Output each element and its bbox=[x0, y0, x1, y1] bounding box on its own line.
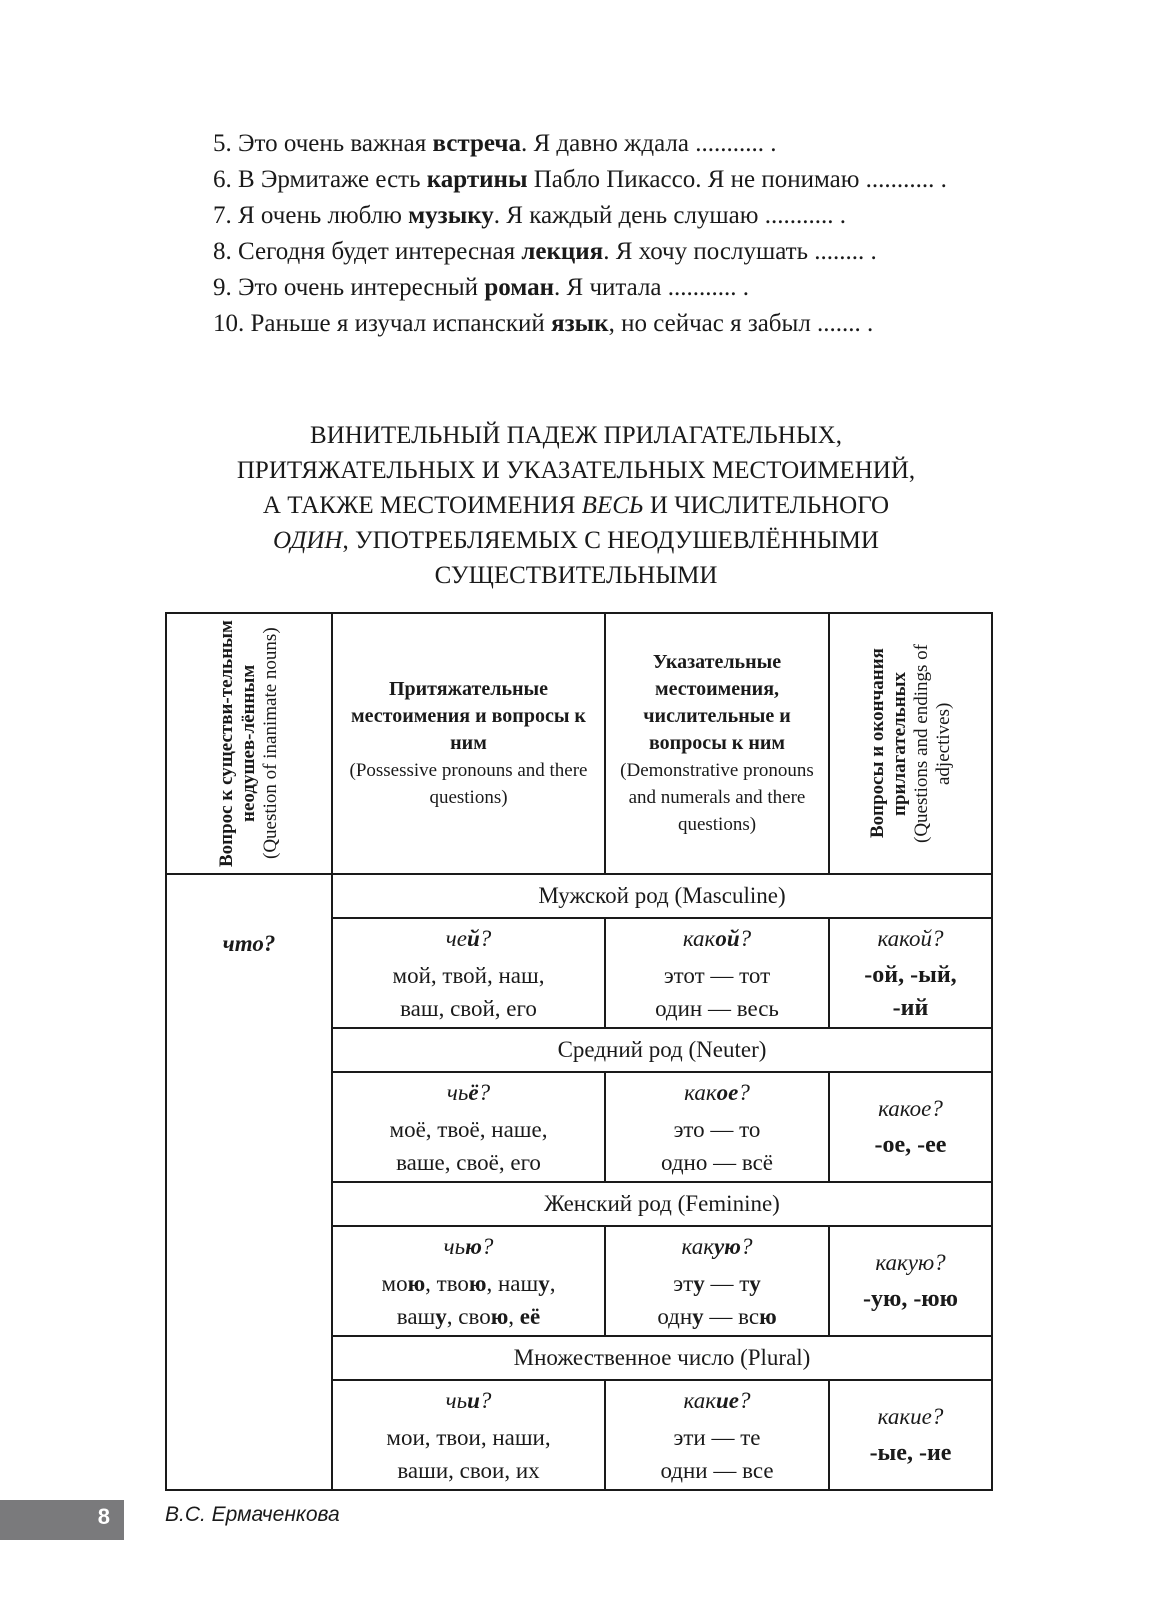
possessive-cell: чей? мой, твой, наш, ваш, свой, его bbox=[332, 918, 605, 1028]
page-number-bar bbox=[0, 1500, 124, 1540]
header-demonstrative: Указательные местоимения, числительные и вопросы к ним (Demonstrative pronouns and numerals and there questions) bbox=[605, 613, 829, 874]
gender-label: Мужской род (Masculine) bbox=[332, 874, 992, 918]
exercise-list bbox=[165, 126, 987, 342]
author-name: В.С. Ермаченкова bbox=[165, 1503, 340, 1526]
demonstrative-cell: какие? эти — те одни — все bbox=[605, 1380, 829, 1490]
grammar-table bbox=[165, 612, 993, 1491]
adjective-cell: какую? -ую, -юю bbox=[829, 1226, 992, 1336]
demonstrative-cell: какое? это — то одно — всё bbox=[605, 1072, 829, 1182]
possessive-cell: чью? мою, твою, нашу, вашу, свою, её bbox=[332, 1226, 605, 1336]
adjective-cell: какое? -ое, -ее bbox=[829, 1072, 992, 1182]
gender-label: Женский род (Feminine) bbox=[332, 1182, 992, 1226]
demonstrative-cell: какой? этот — тот один — весь bbox=[605, 918, 829, 1028]
adjective-cell: какие? -ые, -ие bbox=[829, 1380, 992, 1490]
exercise-item-8: 8. Сегодня будет интересная лекция. Я хочу послушать ........ . bbox=[213, 238, 877, 265]
demonstrative-cell: какую? эту — ту одну — всю bbox=[605, 1226, 829, 1336]
exercise-item-5: 5. Это очень важная встреча. Я давно ждала ........... . bbox=[213, 130, 777, 157]
possessive-cell: чьё? моё, твоё, наше, ваше, своё, его bbox=[332, 1072, 605, 1182]
exercise-item-10: 10. Раньше я изучал испанский язык, но сейчас я забыл ....... . bbox=[213, 310, 874, 337]
exercise-item-7: 7. Я очень люблю музыку. Я каждый день слушаю ........... . bbox=[213, 202, 846, 229]
exercise-item-6: 6. В Эрмитаже есть картины Пабло Пикассо. Я не понимаю ........... . bbox=[213, 166, 947, 193]
noun-question-cell: что? bbox=[166, 874, 332, 1490]
header-adjectives: Вопросы и окончания прилагательных (Questions and endings of adjectives) bbox=[829, 613, 992, 874]
header-noun-question: Вопрос к существи-тельным неодушев-лённым (Question of inanimate nouns) bbox=[166, 613, 332, 874]
adjective-cell: какой? -ой, -ый, -ий bbox=[829, 918, 992, 1028]
page-number: 8 bbox=[97, 1504, 110, 1529]
section-title: ВИНИТЕЛЬНЫЙ ПАДЕЖ ПРИЛАГАТЕЛЬНЫХ, ПРИТЯЖАТЕЛЬНЫХ И УКАЗАТЕЛЬНЫХ МЕСТОИМЕНИЙ, А ТАКЖЕ МЕСТОИМЕНИЯ ВЕСЬ И ЧИСЛИТЕЛЬНОГО ОДИН, УПОТРЕБЛЯЕМЫХ С НЕОДУШЕВЛЁННЫМИ СУЩЕСТВИТЕЛЬНЫМИ bbox=[236, 422, 916, 589]
exercise-item-9: 9. Это очень интересный роман. Я читала ........... . bbox=[213, 274, 750, 301]
table-header-row bbox=[166, 613, 992, 874]
gender-row-masculine bbox=[166, 874, 992, 918]
gender-label: Средний род (Neuter) bbox=[332, 1028, 992, 1072]
gender-label: Множественное число (Plural) bbox=[332, 1336, 992, 1380]
header-possessive: Притяжательные местоимения и вопросы к ним (Possessive pronouns and there questions) bbox=[332, 613, 605, 874]
possessive-cell: чьи? мои, твои, наши, ваши, свои, их bbox=[332, 1380, 605, 1490]
